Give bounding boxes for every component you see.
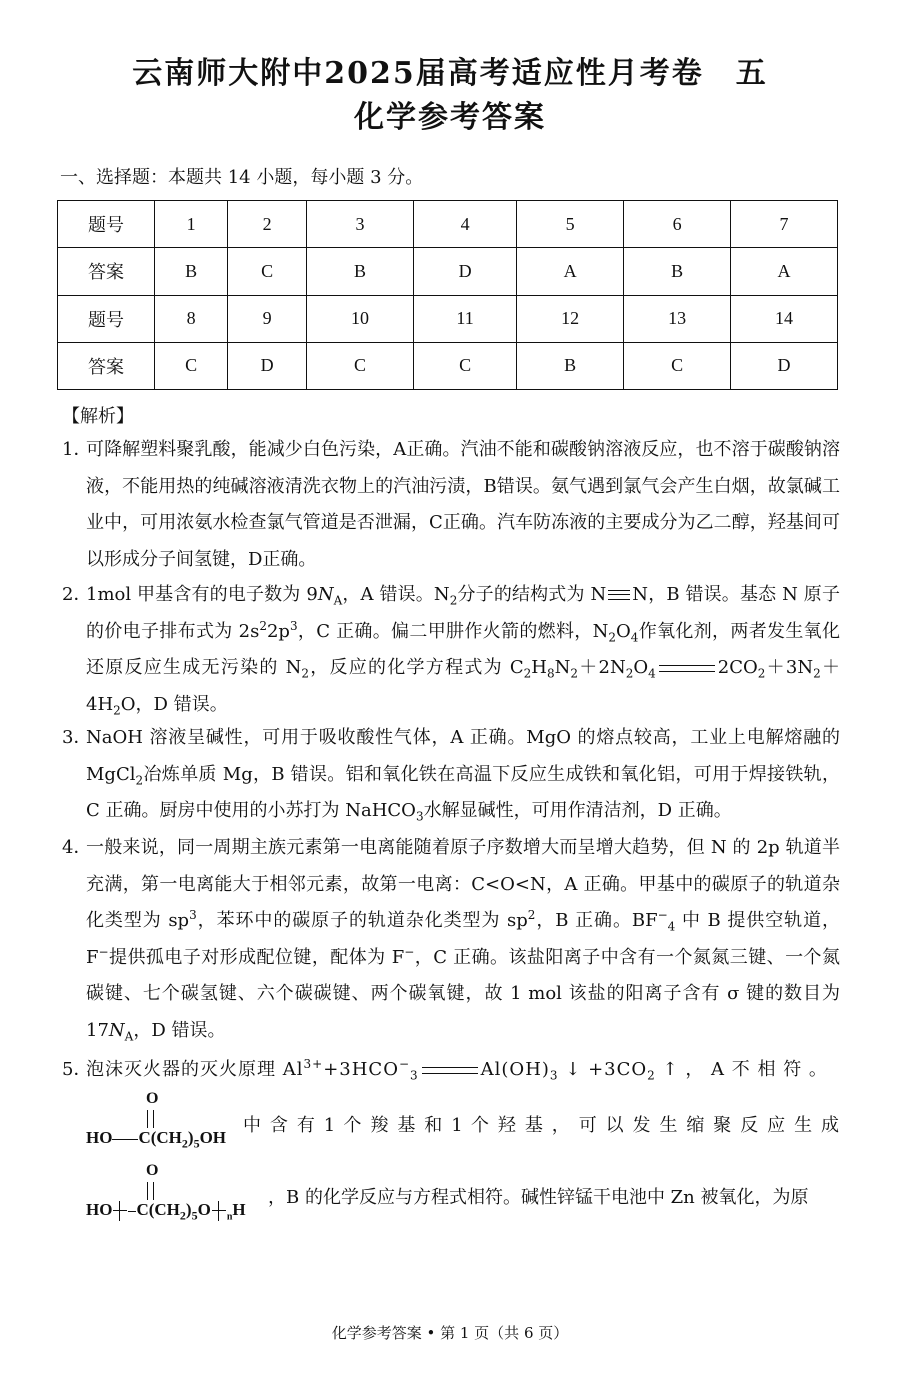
table-cell: C	[228, 248, 307, 295]
item-number: 4．	[62, 837, 92, 858]
item-text: 一般来说，同一周期主族元素第一电离能随着原子序数增大而呈增大趋势，但 N 的 2p 轨道半充满，第一电离能大于相邻元素，故第一电离：C<O<N，A 正确。甲基中的碳原子的轨道杂化类型为 $sp^3$，苯环中的碳原子的轨道杂化类型为 $sp^2$，B 正确。$BF^-_4$ 中 B 提供空轨道，F−提供孤电子对形成配位键，配体为 F−，C 正确。该盐阳离子中含有一个氮氮三键、一个氮碳键、七个碳氢键、六个碳碳键、两个碳氧键，故 1 mol 该盐的阳离子含有 σ 键的数目为 $17N_A$，D 错误。	[86, 837, 840, 1044]
table-cell: 13	[624, 295, 731, 342]
analysis-item-5	[62, 1052, 840, 1089]
table-cell: 14	[731, 295, 838, 342]
answer-table	[57, 200, 838, 390]
table-row	[58, 248, 838, 295]
item-number: 2．	[62, 584, 92, 605]
row-label: 答案	[58, 248, 155, 295]
table-cell: B	[155, 248, 228, 295]
table-cell: 3	[307, 201, 414, 248]
table-cell: B	[307, 248, 414, 295]
analysis-item-1	[62, 432, 840, 578]
table-cell: 5	[517, 201, 624, 248]
row-label: 题号	[58, 295, 155, 342]
page-subtitle: 化学参考答案	[354, 100, 546, 135]
equation-arrow-icon	[422, 1067, 478, 1074]
table-cell: 7	[731, 201, 838, 248]
analysis-item-2	[62, 577, 840, 723]
table-row	[58, 342, 838, 389]
item-text: 1mol 甲基含有的电子数为 $9N_A$，A 错误。$N_2$分子的结构式为 N N，B 错误。基态 N 原子的价电子排布式为 $2s^22p^3$，C 正确。偏二甲肼作火箭的燃料，$N_2O_4$作氧化剂，两者发生氧化还原反应生成无污染的 $N_2$，反应的化学方程式为 $C_2H_8N_2+2N_2O_4$ $2CO_2+3N_2+4H_2O$，D 错误。	[86, 584, 841, 718]
polyester-structure: O HO $C(CH_2)_5O$ $_n$H	[86, 1162, 246, 1223]
table-cell: C	[155, 342, 228, 389]
hydroxy-acid-structure: O HO $C(CH_2)_5OH$	[86, 1090, 227, 1151]
table-cell: 1	[155, 201, 228, 248]
item5-continuation-1: 中 含 有 1 个 羧 基 和 1 个 羟 基 ， 可 以 发 生 缩 聚 反 应 生 成	[243, 1115, 840, 1136]
table-cell: 10	[307, 295, 414, 342]
section-heading: 一、选择题：本题共 14 小题，每小题 3 分。	[60, 167, 424, 188]
triple-bond-icon	[608, 590, 630, 600]
table-cell: A	[731, 248, 838, 295]
item-number: 1．	[62, 439, 92, 460]
analysis-item-4	[62, 830, 840, 1049]
table-cell: D	[731, 342, 838, 389]
analysis-item-3	[62, 720, 840, 830]
page-footer: 化学参考答案 • 第 1 页（共 6 页）	[331, 1324, 569, 1342]
table-row	[58, 201, 838, 248]
table-cell: 6	[624, 201, 731, 248]
table-cell: C	[307, 342, 414, 389]
table-cell: D	[228, 342, 307, 389]
table-cell: 8	[155, 295, 228, 342]
table-cell: 4	[413, 201, 516, 248]
equation-arrow-icon	[659, 665, 715, 672]
item5-continuation-2: ，B 的化学反应与方程式相符。碱性锌锰干电池中 Zn 被氧化，为原	[268, 1187, 809, 1208]
item-number: 3．	[62, 727, 92, 748]
item-text: NaOH 溶液呈碱性，可用于吸收酸性气体，A 正确。MgO 的熔点较高，工业上电解熔融的 MgCl$_2$冶炼单质 Mg，B 错误。铝和氧化铁在高温下反应生成铁和氧化铝，可用于焊接铁轨，C 正确。厨房中使用的小苏打为 NaHCO$_3$水解显碱性，可用作清洁剂，D 正确。	[86, 727, 840, 824]
page-title: 云南师大附中2025届高考适应性月考卷 五	[132, 56, 768, 91]
analysis-label: 【解析】	[62, 406, 134, 427]
item-text: 泡沫灭火器的灭火原理 $Al^{3+}+3HCO^-_3$ $Al(OH)_3$ ↓ $+3CO_2$ ↑ ， A 不 相 符 。	[86, 1057, 828, 1083]
table-cell: 9	[228, 295, 307, 342]
table-cell: 12	[517, 295, 624, 342]
row-label: 答案	[58, 342, 155, 389]
table-cell: C	[624, 342, 731, 389]
table-cell: A	[517, 248, 624, 295]
table-cell: C	[413, 342, 516, 389]
item-number: 5．	[62, 1059, 92, 1080]
table-cell: B	[517, 342, 624, 389]
table-cell: D	[413, 248, 516, 295]
item-text: 可降解塑料聚乳酸，能减少白色污染，A正确。汽油不能和碳酸钠溶液反应，也不溶于碳酸钠溶液，不能用热的纯碱溶液清洗衣物上的汽油污渍，B错误。氨气遇到氯气会产生白烟，故氯碱工业中，可用浓氨水检查氯气管道是否泄漏，C正确。汽车防冻液的主要成分为乙二醇，羟基间可以形成分子间氢键，D正确。	[86, 439, 840, 570]
table-cell: 11	[413, 295, 516, 342]
table-cell: 2	[228, 201, 307, 248]
row-label: 题号	[58, 201, 155, 248]
table-cell: B	[624, 248, 731, 295]
table-row	[58, 295, 838, 342]
